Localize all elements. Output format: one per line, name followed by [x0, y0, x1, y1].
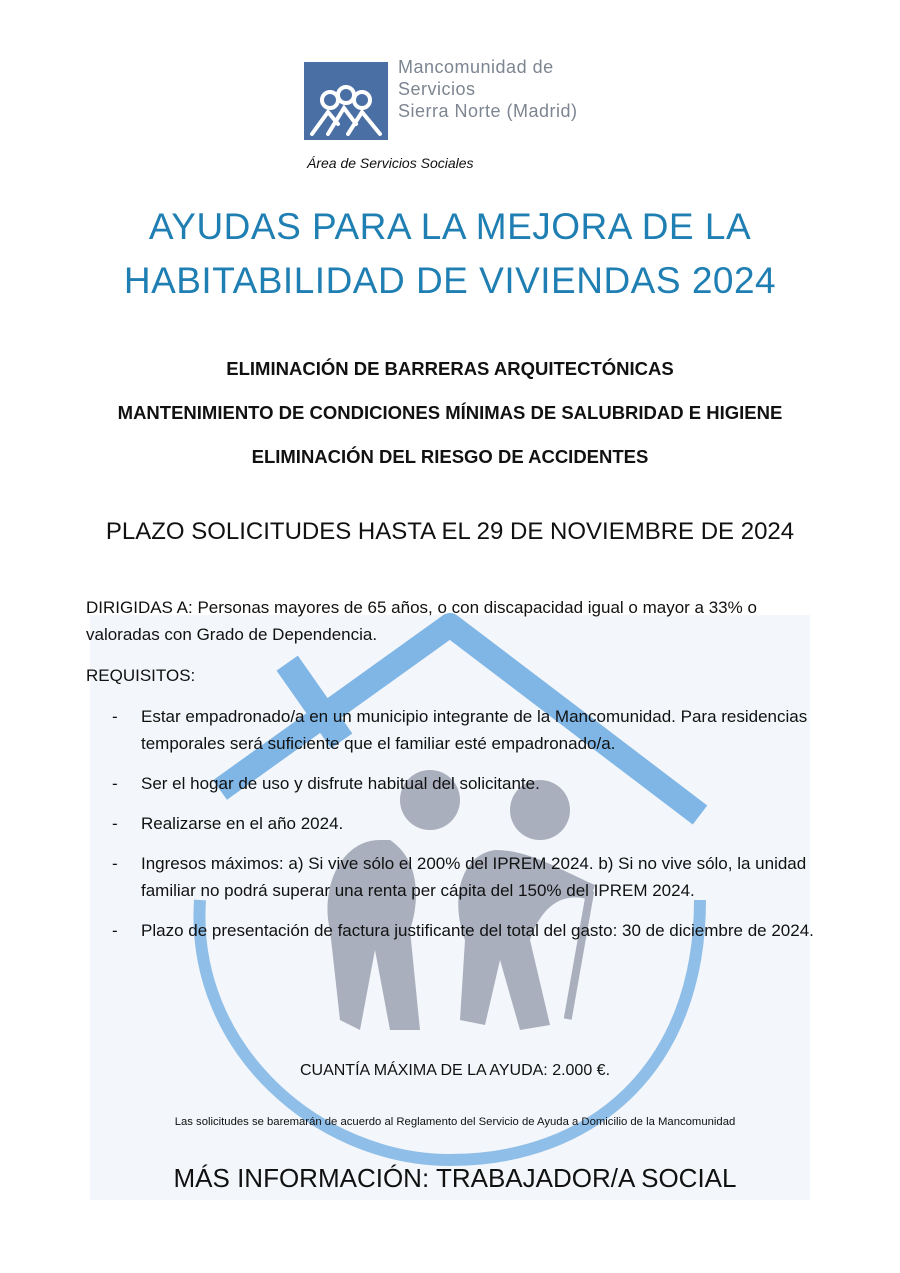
mancomunidad-logo	[304, 57, 624, 142]
subtitle-item: MANTENIMIENTO DE CONDICIONES MÍNIMAS DE SALUBRIDAD E HIGIENE	[117, 402, 783, 423]
page-title	[0, 200, 900, 308]
list-item	[86, 810, 816, 837]
logo-line-3: Sierra Norte (Madrid)	[398, 101, 578, 121]
max-amount: CUANTÍA MÁXIMA DE LA AYUDA: 2.000 €.	[299, 1062, 611, 1079]
title-line-2: HABITABILIDAD DE VIVIENDAS 2024	[123, 260, 777, 301]
deadline-heading: PLAZO SOLICITUDES HASTA EL 29 DE NOVIEMBRE DE 2024	[105, 518, 795, 545]
logo-line-1: Mancomunidad de	[398, 57, 554, 77]
list-item	[86, 770, 816, 797]
dash-bullet: -	[112, 814, 118, 833]
requisito-text: Ser el hogar de uso y disfrute habitual del solicitante.	[141, 774, 540, 793]
people-group-logo-icon	[304, 62, 388, 140]
dash-bullet: -	[112, 774, 118, 793]
footnote: Las solicitudes se baremarán de acuerdo al Reglamento del Servicio de Ayuda a Domicilio de la Mancomunidad	[174, 1116, 736, 1128]
logo-line-2: Servicios	[398, 79, 476, 99]
requisitos-label: REQUISITOS:	[86, 666, 196, 685]
dash-bullet: -	[112, 707, 118, 726]
dash-bullet: -	[112, 921, 118, 940]
list-item	[86, 917, 816, 944]
body-content	[86, 594, 816, 957]
subtitle-item: ELIMINACIÓN DE BARRERAS ARQUITECTÓNICAS	[226, 358, 674, 379]
requisitos-list	[86, 703, 816, 944]
list-item	[86, 703, 816, 757]
title-line-1: AYUDAS PARA LA MEJORA DE LA	[148, 206, 752, 247]
area-label: Área de Servicios Sociales	[307, 155, 474, 171]
requisito-text: Plazo de presentación de factura justificante del total del gasto: 30 de diciembre de 2024.	[141, 921, 814, 940]
logo-text	[398, 56, 578, 122]
requisito-text: Ingresos máximos: a) Si vive sólo el 200% del IPREM 2024. b) Si no vive sólo, la unidad familiar no podrá superar una renta per cápita del 150% del IPREM 2024.	[141, 854, 807, 900]
list-item	[86, 850, 816, 904]
dirigidas-paragraph: DIRIGIDAS A: Personas mayores de 65 años, o con discapacidad igual o mayor a 33% o valoradas con Grado de Dependencia.	[86, 598, 757, 644]
dash-bullet: -	[112, 854, 118, 873]
requisito-text: Realizarse en el año 2024.	[141, 814, 344, 833]
requisito-text: Estar empadronado/a en un municipio integrante de la Mancomunidad. Para residencias temporales será suficiente que el familiar esté empadronado/a.	[141, 707, 808, 753]
subtitle-list	[0, 354, 900, 486]
subtitle-item: ELIMINACIÓN DEL RIESGO DE ACCIDENTES	[251, 446, 649, 467]
more-info-heading: MÁS INFORMACIÓN: TRABAJADOR/A SOCIAL	[173, 1163, 737, 1193]
